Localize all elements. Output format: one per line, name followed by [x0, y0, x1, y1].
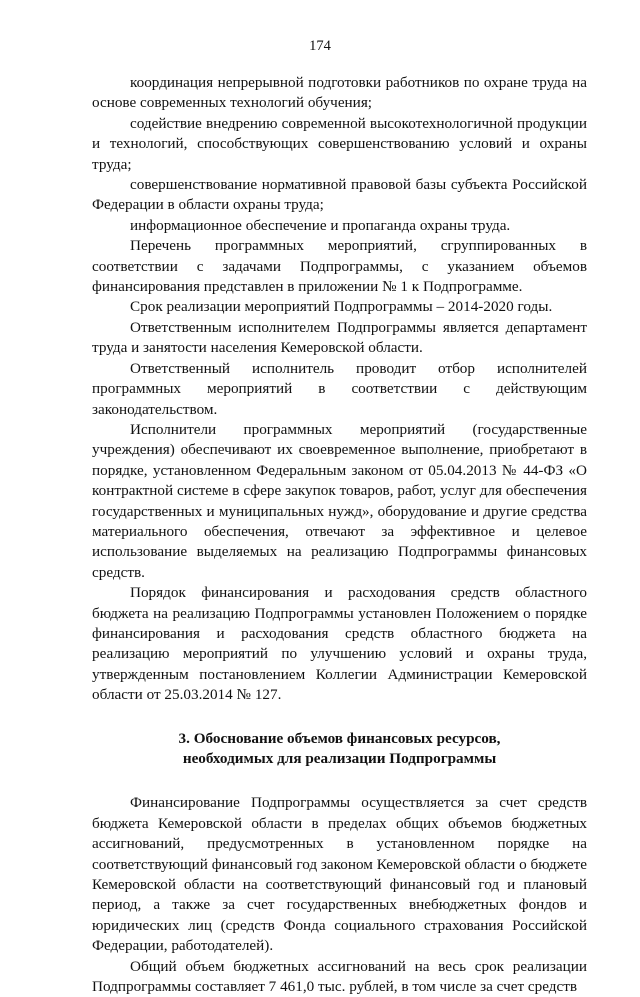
paragraph-financing-sources: Финансирование Подпрограммы осуществляется за счет средств бюджета Кемеровской области в пределах общих объемов бюджетных ассигнований, предусмотренных в установленном порядке на соответствующий финансовый год законом Кемеровской области о бюджете Кемеровской области на соответствующий финансовый год и плановый период, а также за счет государственных внебюджетных фондов и юридических лиц (средств Фонда социального страхования Российской Федерации, работодателей).: [92, 794, 587, 955]
paragraph-regulatory-base: совершенствование нормативной правовой базы субъекта Российской Федерации в области охраны труда;: [92, 176, 587, 214]
paragraph-information: информационное обеспечение и пропаганда охраны труда.: [130, 216, 511, 234]
section-heading: [92, 729, 587, 770]
paragraph-innovation: содействие внедрению современной высокотехнологичной продукции и технологий, способствующих совершенствованию условий и охраны труда;: [92, 114, 587, 173]
paragraph-total-volume: Общий объем бюджетных ассигнований на весь срок реализации Подпрограммы составляет 7 461,0 тыс. рублей, в том числе за счет средств: [92, 957, 587, 996]
section-heading-line-2: необходимых для реализации Подпрограммы: [182, 750, 497, 767]
page-number: 174: [309, 38, 331, 54]
paragraph-financing-order: Порядок финансирования и расходования средств областного бюджета на реализацию Подпрограммы установлен Положением о порядке финансирования и расходования средств областного бюджета на реализацию мероприятий по улучшению условий и охраны труда, утвержденным постановлением Коллегии Администрации Кемеровской области от 25.03.2014 № 127.: [92, 584, 587, 704]
paragraph-selection: Ответственный исполнитель проводит отбор исполнителей программных мероприятий в соответствии с действующим законодательством.: [92, 359, 587, 418]
paragraph-term: Срок реализации мероприятий Подпрограммы – 2014-2020 годы.: [130, 298, 553, 316]
paragraph-coordination: координация непрерывной подготовки работников по охране труда на основе современных технологий обучения;: [92, 74, 587, 112]
section-heading-line-1: 3. Обоснование объемов финансовых ресурсов,: [178, 729, 501, 747]
document-body: [92, 73, 587, 997]
paragraph-responsible-executor: Ответственным исполнителем Подпрограммы является департамент труда и занятости населения Кемеровской области.: [92, 318, 587, 357]
paragraph-measures-list: Перечень программных мероприятий, сгруппированных в соответствии с задачами Подпрограммы, с указанием объемов финансирования представлен в приложении № 1 к Подпрограмме.: [92, 237, 587, 296]
paragraph-executors: Исполнители программных мероприятий (государственные учреждения) обеспечивают их своевременное выполнение, приобретают в порядке, установленном Федеральным законом от 05.04.2013 № 44-ФЗ «О контрактной системе в сфере закупок товаров, работ, услуг для обеспечения государственных и муниципальных нужд», оборудование и другие средства материального обеспечения, отвечают за эффективное и целевое использование выделяемых на реализацию Подпрограммы финансовых средств.: [92, 420, 587, 581]
